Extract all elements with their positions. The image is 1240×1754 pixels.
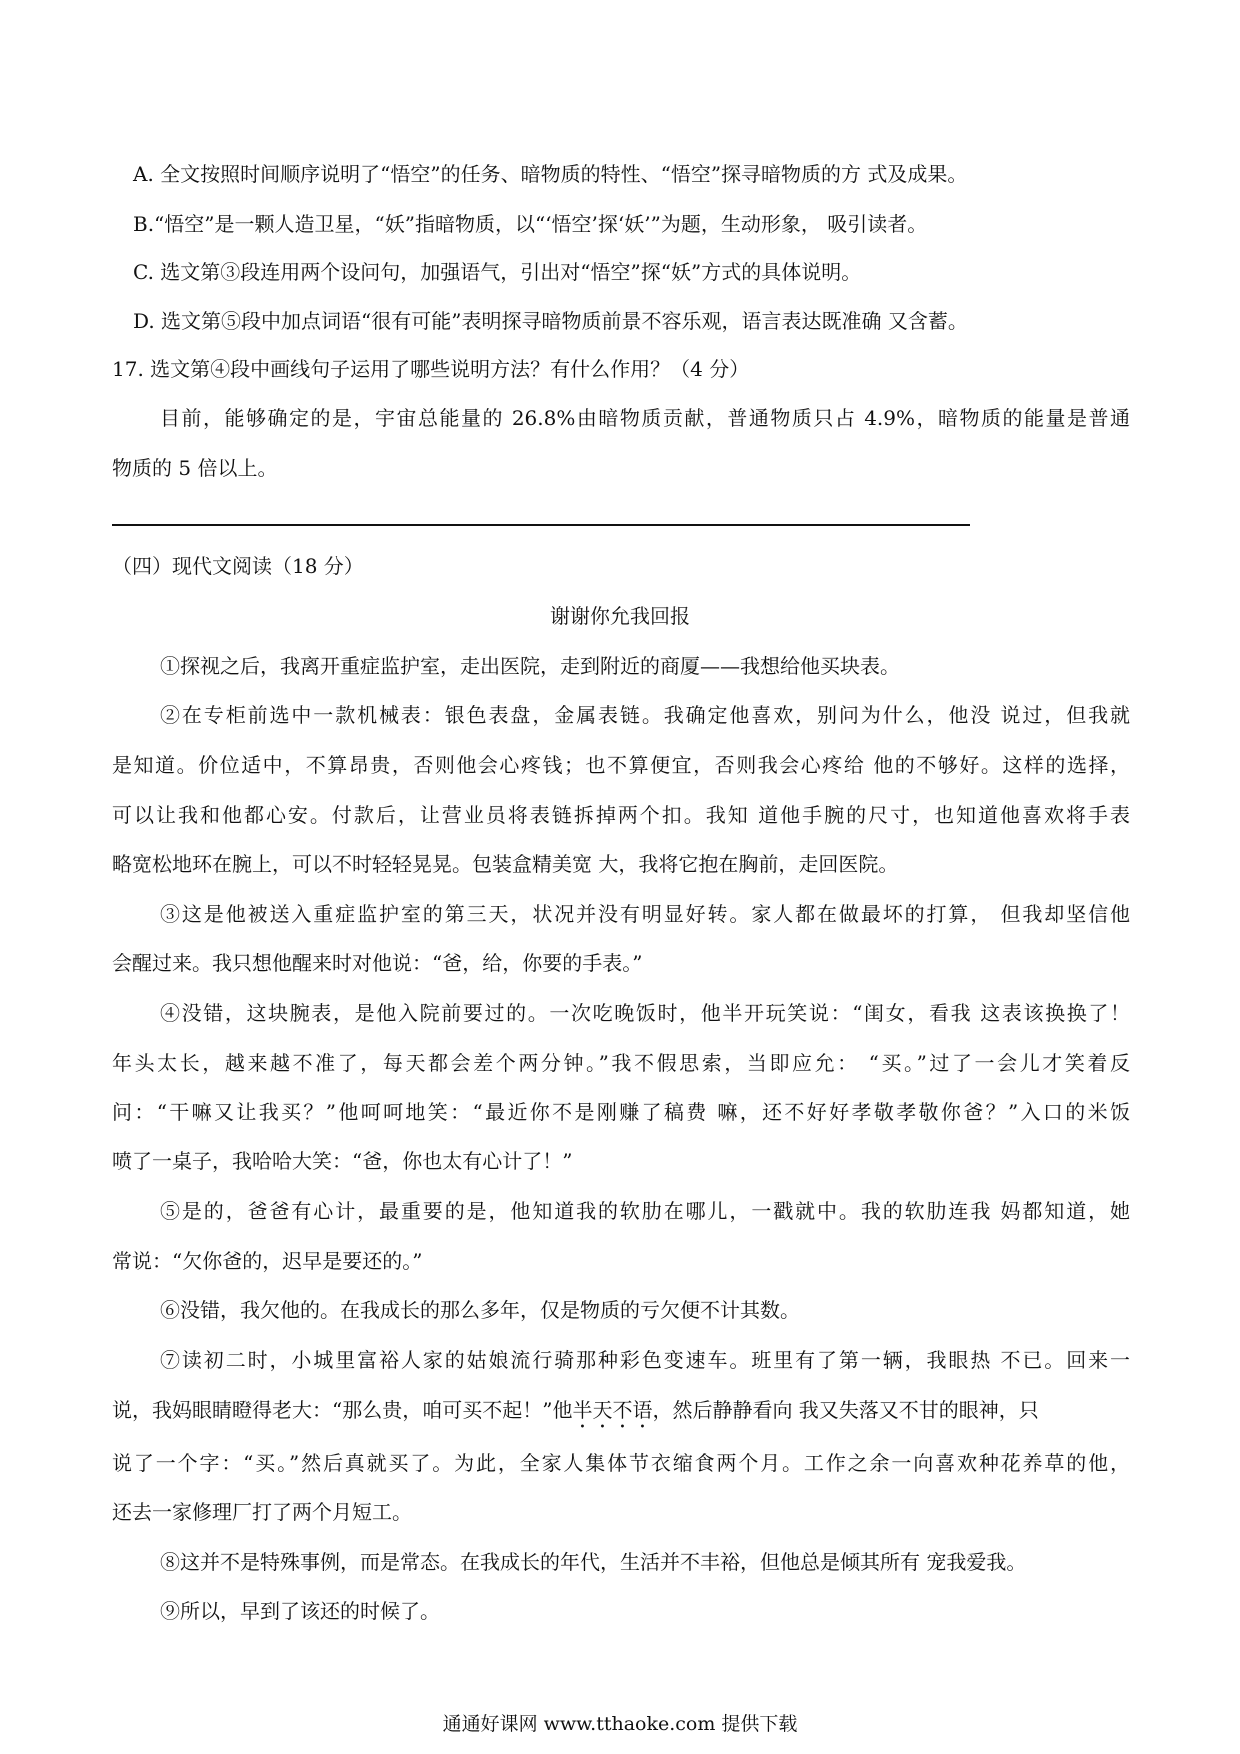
paragraph-7-line-3: 说了一个字：“买。”然后真就买了。为此，全家人集体节衣缩食两个月。工作之余一向喜欢种花养草的他，	[112, 1451, 1130, 1475]
paragraph-4-line-2: 年头太长，越来越不准了，每天都会差个两分钟。”我不假思索，当即应允： “买。”过了一会儿才笑着反	[112, 1051, 1130, 1075]
paragraph-2-line-2: 是知道。价位适中，不算昂贵，否则他会心疼钱；也不算便宜，否则我会心疼给 他的不够好。这样的选择，	[112, 753, 1130, 777]
paragraph-2-line-4: 略宽松地环在腕上，可以不时轻轻晃晃。包装盒精美宽 大，我将它抱在胸前，走回医院。	[112, 852, 899, 876]
option-a: A. 全文按照时间顺序说明了“悟空”的任务、暗物质的特性、“悟空”探寻暗物质的方 式及成果。	[133, 162, 968, 186]
section-4-heading: （四）现代文阅读（18 分）	[112, 554, 364, 578]
section-divider	[112, 524, 970, 526]
paragraph-3-line-1: ③这是他被送入重症监护室的第三天，状况并没有明显好转。家人都在做最坏的打算， 但我却坚信他	[160, 902, 1130, 926]
paragraph-4-line-1: ④没错，这块腕表，是他入院前要过的。一次吃晚饭时，他半开玩笑说：“闺女，看我 这表该换换了！	[160, 1001, 1130, 1025]
paragraph-2-line-1: ②在专柜前选中一款机械表：银色表盘，金属表链。我确定他喜欢，别问为什么，他没 说过，但我就	[160, 703, 1130, 727]
option-c: C. 选文第③段连用两个设问句，加强语气，引出对“悟空”探“妖”方式的具体说明。	[133, 260, 862, 284]
paragraph-9: ⑨所以，早到了该还的时候了。	[160, 1599, 440, 1623]
paragraph-7-line-2-start: 说，我妈眼睛瞪得老大：“那么贵，咱可买不起！”他	[112, 1398, 573, 1422]
paragraph-1: ①探视之后，我离开重症监护室，走出医院，走到附近的商厦——我想给他买块表。	[160, 654, 900, 678]
paragraph-3-line-2: 会醒过来。我只想他醒来时对他说：“爸，给，你要的手表。”	[112, 951, 643, 975]
option-d: D. 选文第⑤段中加点词语“很有可能”表明探寻暗物质前景不容乐观，语言表达既准确 又含蓄。	[133, 309, 968, 333]
paragraph-5-line-2: 常说：“欠你爸的，迟早是要还的。”	[112, 1249, 423, 1273]
paragraph-8: ⑧这并不是特殊事例，而是常态。在我成长的年代，生活并不丰裕，但他总是倾其所有 宠我爱我。	[160, 1550, 1027, 1574]
paragraph-4-line-4: 喷了一桌子，我哈哈大笑：“爸，你也太有心计了！”	[112, 1149, 573, 1173]
article-title: 谢谢你允我回报	[550, 604, 690, 628]
option-b: B.“悟空”是一颗人造卫星，“妖”指暗物质，以“‘悟空’探‘妖’”为题，生动形象， 吸引读者。	[133, 212, 928, 236]
paragraph-7-line-2-end: ，然后静静看向 我又失落又不甘的眼神，只	[652, 1398, 1039, 1422]
paragraph-5-line-1: ⑤是的，爸爸有心计，最重要的是，他知道我的软肋在哪儿，一戳就中。我的软肋连我 妈都知道，她	[160, 1199, 1130, 1223]
page-footer: 通通好课网 www.tthaoke.com 提供下载	[442, 1713, 798, 1735]
question-17: 17. 选文第④段中画线句子运用了哪些说明方法？有什么作用？（4 分）	[112, 357, 750, 381]
paragraph-4-line-3: 问：“干嘛又让我买？”他呵呵地笑：“最近你不是刚赚了稿费 嘛，还不好好孝敬孝敬你爸？”入口的米饭	[112, 1100, 1130, 1124]
question-17-quote-line-2: 物质的 5 倍以上。	[112, 456, 278, 480]
question-17-quote-line-1: 目前，能够确定的是，宇宙总能量的 26.8%由暗物质贡献，普通物质只占 4.9%，暗物质的能量是普通	[160, 406, 1130, 430]
paragraph-2-line-3: 可以让我和他都心安。付款后，让营业员将表链拆掉两个扣。我知 道他手腕的尺寸，也知道他喜欢将手表	[112, 803, 1130, 827]
paragraph-7-line-2	[112, 1396, 1039, 1433]
emphasized-words: 半天不语	[572, 1398, 653, 1422]
paragraph-6: ⑥没错，我欠他的。在我成长的那么多年，仅是物质的亏欠便不计其数。	[160, 1298, 800, 1322]
paragraph-7-line-4: 还去一家修理厂打了两个月短工。	[112, 1500, 412, 1524]
paragraph-7-line-1: ⑦读初二时，小城里富裕人家的姑娘流行骑那种彩色变速车。班里有了第一辆，我眼热 不已。回来一	[160, 1348, 1130, 1372]
